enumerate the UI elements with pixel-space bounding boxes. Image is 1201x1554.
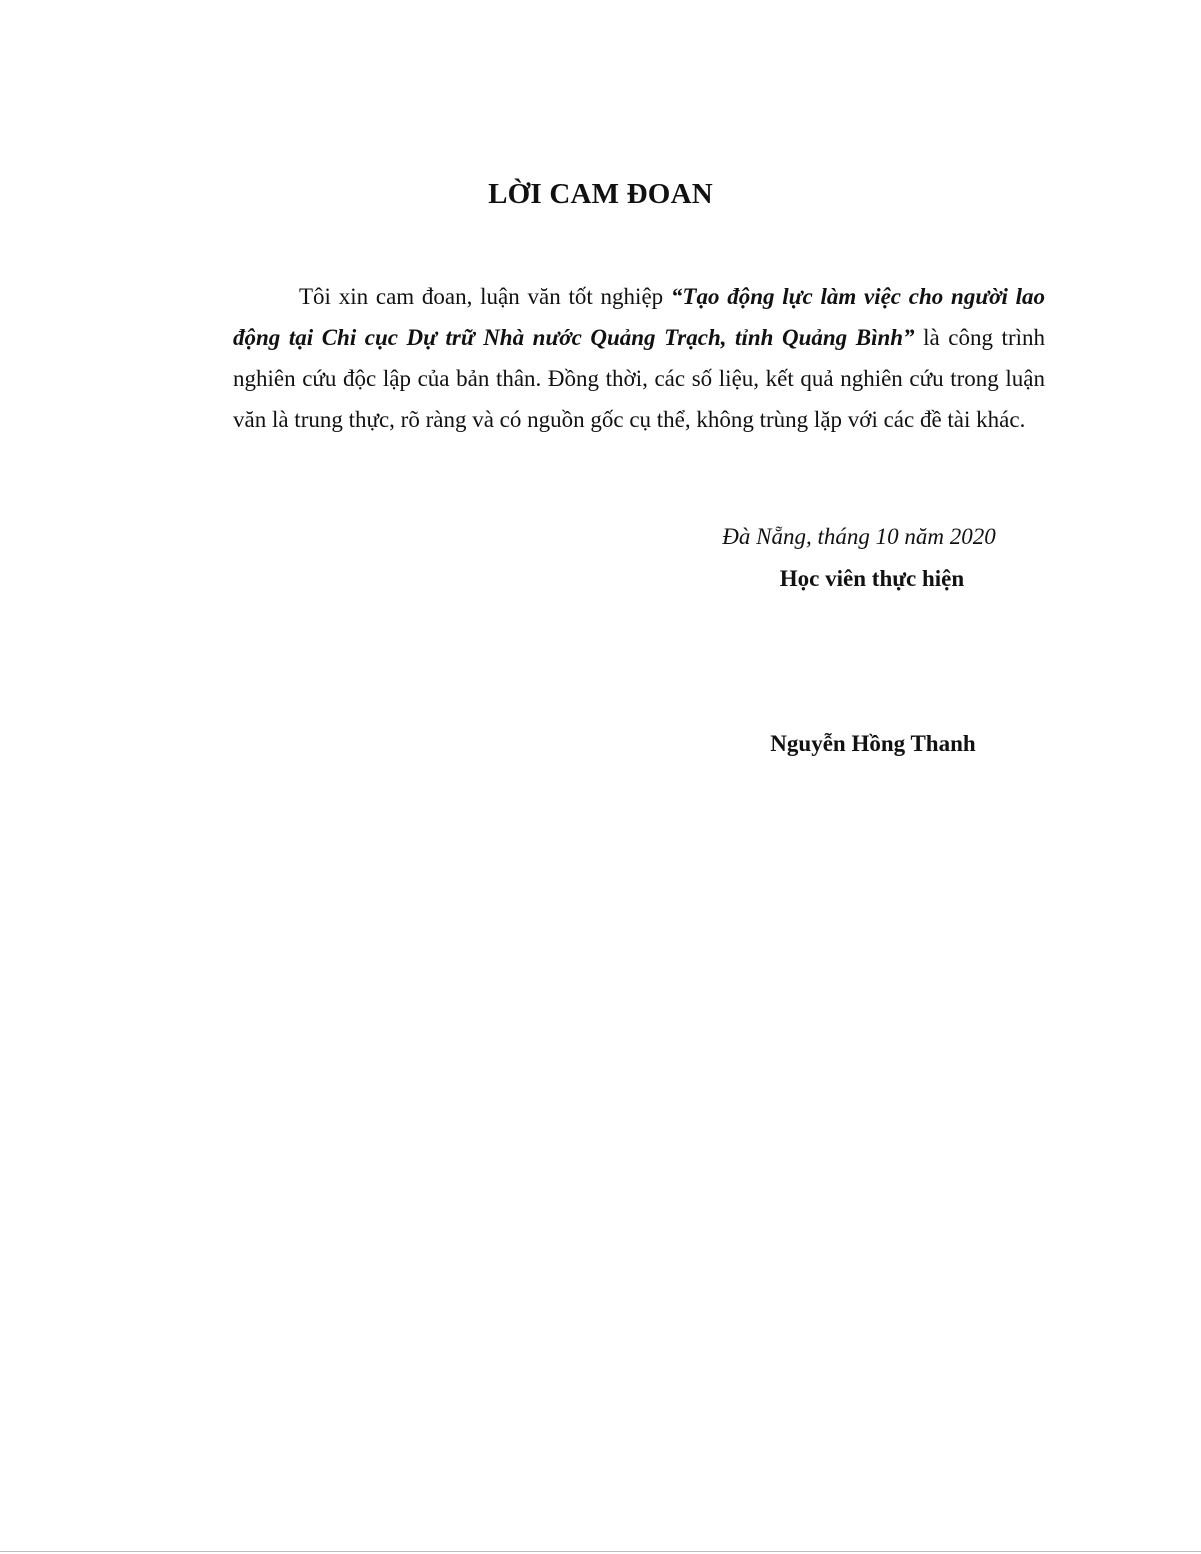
place-date: Đà Nẵng, tháng 10 năm 2020 (722, 524, 996, 549)
paragraph-rest: là công trình nghiên cứu độc lập của bản thân. Đồng thời, các số liệu, kết quả nghiên cứu trong luận văn là trung thực, rõ ràng và có nguồn gốc cụ thể, không trùng lặp với các đề tài khác. (233, 325, 1045, 432)
page-title: LỜI CAM ĐOAN (488, 178, 713, 210)
page-bottom-divider (0, 1551, 1201, 1552)
signer-role: Học viên thực hiện (779, 566, 965, 591)
thesis-title: “Tạo động lực làm việc cho người lao động tại Chi cục Dự trữ Nhà nước Quảng Trạch, tỉnh Quảng Bình” (233, 284, 1045, 350)
declaration-paragraph (233, 276, 1045, 440)
paragraph-intro: Tôi xin cam đoan, luận văn tốt nghiệp (299, 284, 671, 309)
signer-name: Nguyễn Hồng Thanh (770, 731, 976, 756)
